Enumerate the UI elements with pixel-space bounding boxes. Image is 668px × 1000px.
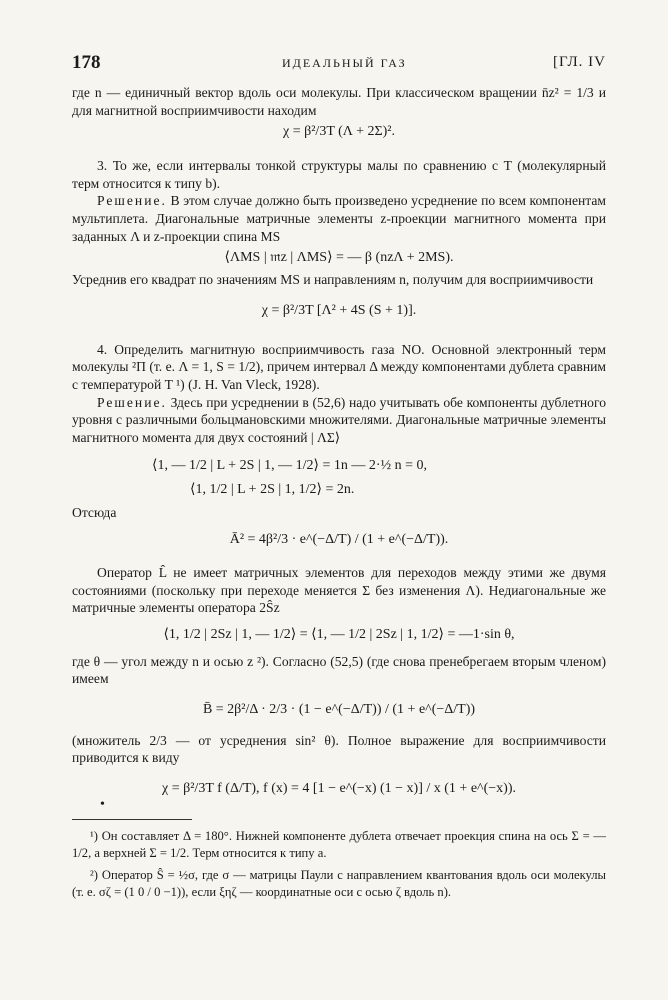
equation-2: ⟨ΛMS | 𝔪z | ΛMS⟩ = — β (nzΛ + 2MS). xyxy=(224,250,454,266)
equation-9: χ = β²/3T f (Δ/T), f (x) = 4 [1 − e^(−x) (1 − x)] / x (1 + e^(−x)). xyxy=(162,781,516,797)
solution-3 xyxy=(72,192,606,245)
paragraph-theta: где θ — угол между n и осью z ²). Согласно (52,5) (где снова пренебрегаем вторым членом) имеем xyxy=(72,653,606,687)
chapter-title: ИДЕАЛЬНЫЙ ГАЗ xyxy=(282,56,407,70)
footnote-1: ¹) Он составляет Δ = 180°. Нижней компоненте дублета отвечает проекция спина на ось Σ = — 1/2, а верхней Σ = 1/2. Терм относится к типу a. xyxy=(72,829,606,860)
footnote-rule xyxy=(72,819,192,820)
footnote-2: ²) Оператор Ŝ = ½σ, где σ — матрицы Паули с направлением квантования вдоль оси молекулы (т. е. σζ = (1 0 / 0 −1)), если ξηζ — координатные оси с осью ζ вдоль n). xyxy=(72,868,606,899)
page xyxy=(72,52,606,900)
equation-1: χ = β²/3T (Λ + 2Σ)². xyxy=(283,124,395,140)
solution-label: Решение. xyxy=(97,394,167,410)
equation-4: ⟨1, — 1/2 | L + 2S | 1, — 1/2⟩ = 1n — 2·½ n = 0, xyxy=(152,458,427,474)
paragraph-multiplier: (множитель 2/3 — от усреднения sin² θ). Полное выражение для восприимчивости приводится к виду xyxy=(72,732,606,766)
paragraph-4: Усреднив его квадрат по значениям MS и направлениям n, получим для восприимчивости xyxy=(72,272,594,288)
equation-8: B̄ = 2β²/Δ · 2/3 · (1 − e^(−Δ/T)) / (1 + e^(−Δ/T)) xyxy=(202,701,476,717)
equation-3: χ = β²/3T [Λ² + 4S (S + 1)]. xyxy=(261,302,417,318)
solution-3-text: В этом случае должно быть произведено усреднение по всем компонентам мультиплета. Диагональные матричные элементы z-проекции магнитного момента при заданных Λ и z-проекции спина MS xyxy=(72,193,606,244)
chapter-section: [ГЛ. IV xyxy=(552,54,606,70)
paragraph-otsyuda: Отсюда xyxy=(72,505,117,521)
problem-3: 3. То же, если интервалы тонкой структуры малы по сравнению с T (молекулярный терм относится к типу b). xyxy=(72,158,606,191)
equation-5: ⟨1, 1/2 | L + 2S | 1, 1/2⟩ = 2n. xyxy=(190,482,355,498)
running-header xyxy=(72,52,606,78)
equation-6: Ā² = 4β²/3 · e^(−Δ/T) / (1 + e^(−Δ/T)). xyxy=(229,531,449,547)
equation-7: ⟨1, 1/2 | 2Sz | 1, — 1/2⟩ = ⟨1, — 1/2 | 2Sz | 1, 1/2⟩ = —1·sin θ, xyxy=(163,626,515,642)
solution-label: Решение. xyxy=(97,193,167,209)
stray-mark: • xyxy=(100,797,105,812)
paragraph-1: где n — единичный вектор вдоль оси молекулы. При классическом вращении n̄z² = 1/3 и для магнитной восприимчивости находим xyxy=(72,85,606,118)
problem-4: 4. Определить магнитную восприимчивость газа NO. Основной электронный терм молекулы ²Π (т. е. Λ = 1, S = 1/2), причем интервал Δ между компонентами дублета сравним с температурой T ¹) (J. H. Van Vleck, 1928). xyxy=(72,341,606,392)
solution-4 xyxy=(72,394,606,447)
paragraph-operator-L: Оператор L̂ не имеет матричных элементов для переходов между этими же двумя состояниями (поскольку при переходе меняется Σ без изменения Λ). Недиагональные же матричные элементы оператора 2Ŝz xyxy=(72,564,606,616)
solution-4-text: Здесь при усреднении в (52,6) надо учитывать обе компоненты дублетного уровня с различными больцмановскими множителями. Диагональные матричные элементы магнитного момента для двух состояний | ΛΣ⟩ xyxy=(72,394,606,445)
page-number: 178 xyxy=(72,52,101,73)
